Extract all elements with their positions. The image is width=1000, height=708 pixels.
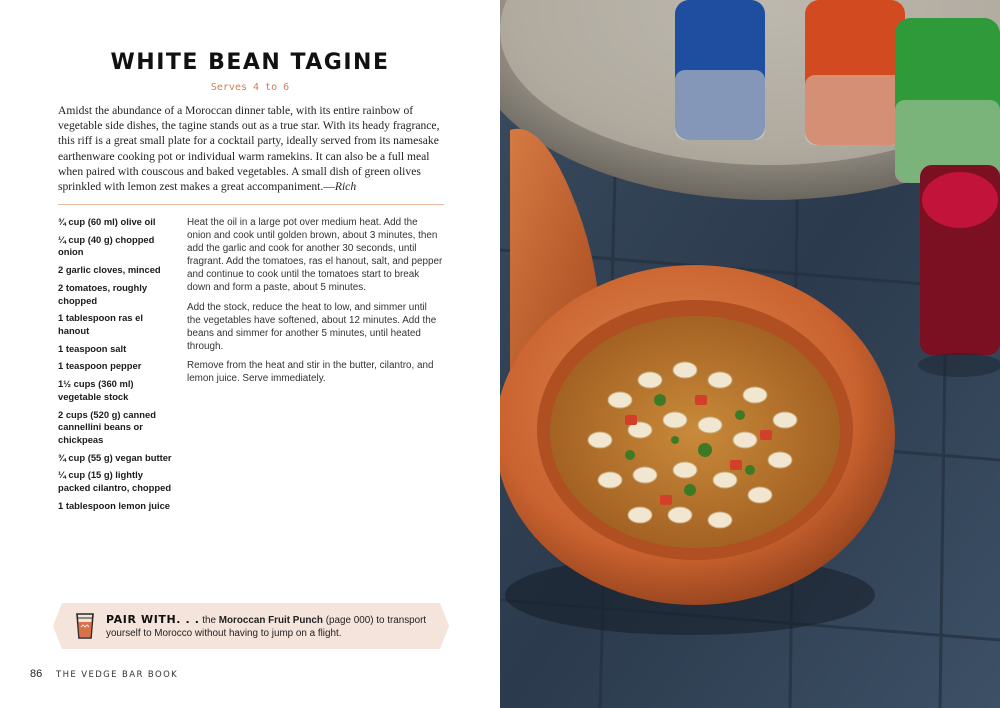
glass-icon <box>75 612 95 640</box>
ingredient-item: 1 teaspoon salt <box>58 342 127 354</box>
ingredient-item: 1½ cups (360 ml) vegetable stock <box>58 378 134 402</box>
tagine-photo <box>500 0 1000 708</box>
page-number: 86 <box>30 668 43 680</box>
ingredient-item: 2 garlic cloves, minced <box>58 264 161 276</box>
ingredient-item: ¼ cup (15 g) lightly packed cilantro, chopped <box>58 469 172 493</box>
ingredient-item: 2 cups (520 g) canned cannellini beans or chickpeas <box>58 408 156 445</box>
ingredient-item: 1 tablespoon lemon juice <box>58 499 171 511</box>
ingredient-item: ¾ cup (55 g) vegan butter <box>58 451 172 463</box>
method-steps <box>187 216 443 391</box>
ingredient-item: 1 teaspoon pepper <box>58 360 142 372</box>
pair-with-pre: the <box>199 615 219 626</box>
pair-with-drink-link[interactable]: Moroccan Fruit Punch <box>218 615 323 626</box>
intro-signature: Rich <box>334 180 357 194</box>
running-footer: THE VEDGE BAR BOOK <box>56 670 179 680</box>
ingredient-list <box>58 216 176 518</box>
method-step: Heat the oil in a large pot over medium heat. Add the onion and cook until golden brown, about 3 minutes, then add the garlic and cook for another 30 seconds, until fragrant. Add the tomatoes, ras el hanout, salt, and pepper and continue to cook until the tomatoes start to break down and form a paste, about 5 minutes. <box>187 217 443 294</box>
pair-with-heading: PAIR WITH. . . <box>106 613 200 626</box>
intro-text: Amidst the abundance of a Moroccan dinner table, with its entire rainbow of vegetable side dishes, the tagine stands out as a true star. With its heady fragrance, this riff is a great small plate for a cocktail party, ideally served from its namesake earthenware cooking pot or individual warm ramekins. It can also be a full meal when paired with couscous and baked vegetables. A small dish of green olives sprinkled with lemon zest makes a great accompaniment.— <box>58 104 440 194</box>
pair-with-text <box>106 613 432 640</box>
recipe-title: WHITE BEAN TAGINE <box>110 50 390 75</box>
method-step: Remove from the heat and stir in the butter, cilantro, and lemon juice. Serve immediately. <box>187 359 434 385</box>
pair-with-post: (page 000) to transport yourself to Morocco without having to jump on a flight. <box>106 615 427 640</box>
pair-with-callout <box>62 603 440 649</box>
section-divider <box>58 204 444 205</box>
ingredient-item: 2 tomatoes, roughly chopped <box>58 281 148 306</box>
recipe-intro <box>58 103 444 194</box>
serving-size: Serves 4 to 6 <box>210 82 290 93</box>
ingredient-item: ¼ cup (40 g) chopped onion <box>58 233 155 258</box>
method-step: Add the stock, reduce the heat to low, and simmer until the vegetables have softened, about 12 minutes. Add the beans and simmer for another 5 minutes, until heated through. <box>187 301 437 352</box>
ingredient-item: ¾ cup (60 ml) olive oil <box>58 216 156 227</box>
ingredient-item: 1 tablespoon ras el hanout <box>58 312 143 336</box>
